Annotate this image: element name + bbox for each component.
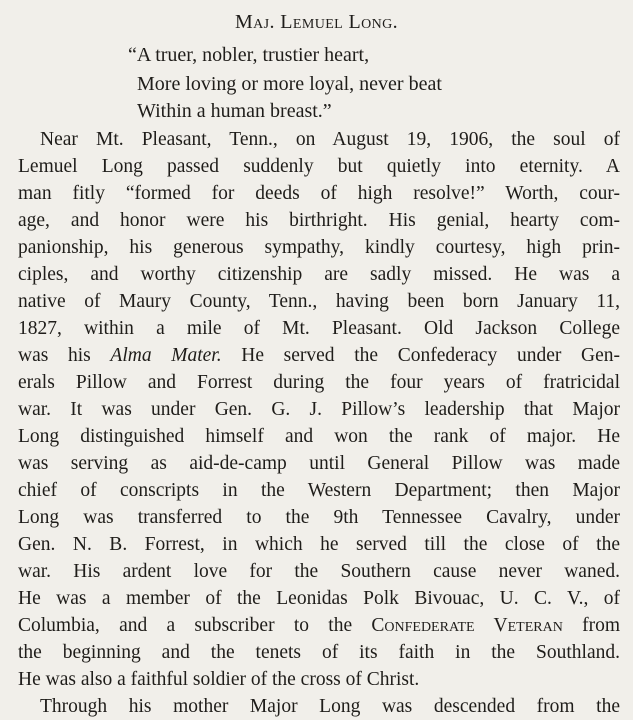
publication-name-smallcaps: Confederate Veteran — [371, 615, 563, 636]
text-line: erals Pillow and Forrest during the four years of fratricidal — [18, 372, 620, 393]
text-line: war. It was under Gen. G. J. Pillow’s leadership that Major — [18, 399, 620, 420]
text-line: native of Maury County, Tenn., having been born January 11, — [18, 291, 620, 312]
text-line — [18, 342, 620, 369]
poem-line-3: Within a human breast.” — [137, 100, 332, 122]
text-line: chief of conscripts in the Western Department; then Major — [18, 480, 620, 501]
text-line: man fitly “formed for deeds of high resolve!” Worth, cour- — [18, 183, 620, 204]
text-line: Long distinguished himself and won the rank of major. He — [18, 426, 620, 447]
alma-mater-italic: Alma Mater. — [110, 345, 222, 366]
text-fragment: was his — [18, 345, 111, 366]
text-line — [18, 612, 620, 639]
text-line: 1827, within a mile of Mt. Pleasant. Old Jackson College — [18, 318, 620, 339]
text-line: He was also a faithful soldier of the cross of Christ. — [18, 669, 420, 690]
poem-line-2: More loving or more loyal, never beat — [137, 73, 442, 95]
text-fragment: from — [562, 615, 621, 636]
paragraph-1 — [18, 126, 620, 693]
text-line: Near Mt. Pleasant, Tenn., on August 19, 1906, the soul of — [40, 129, 620, 150]
paragraph-2 — [18, 693, 620, 720]
text-line: Through his mother Major Long was descended from the — [40, 696, 620, 717]
text-line: Gen. N. B. Forrest, in which he served till the close of the — [18, 534, 620, 555]
text-fragment: Columbia, and a subscriber to the — [18, 615, 372, 636]
article-body — [18, 126, 620, 720]
text-line: ciples, and worthy citizenship are sadly missed. He was a — [18, 264, 620, 285]
text-line: Lemuel Long passed suddenly but quietly into eternity. A — [18, 156, 620, 177]
text-line: was serving as aid-de-camp until General Pillow was made — [18, 453, 620, 474]
text-line: war. His ardent love for the Southern cause never waned. — [18, 561, 620, 582]
article-title: Maj. Lemuel Long. — [234, 11, 399, 33]
text-line: the beginning and the tenets of its faith in the Southland. — [18, 642, 620, 663]
text-line: age, and honor were his birthright. His genial, hearty com- — [18, 210, 620, 231]
poem-line-1: “A truer, nobler, trustier heart, — [128, 44, 370, 66]
text-fragment: He served the Confederacy under Gen- — [221, 345, 621, 366]
text-line: panionship, his generous sympathy, kindly courtesy, high prin- — [18, 237, 620, 258]
text-line: Long was transferred to the 9th Tennessee Cavalry, under — [18, 507, 620, 528]
text-line: He was a member of the Leonidas Polk Bivouac, U. C. V., of — [18, 588, 620, 609]
